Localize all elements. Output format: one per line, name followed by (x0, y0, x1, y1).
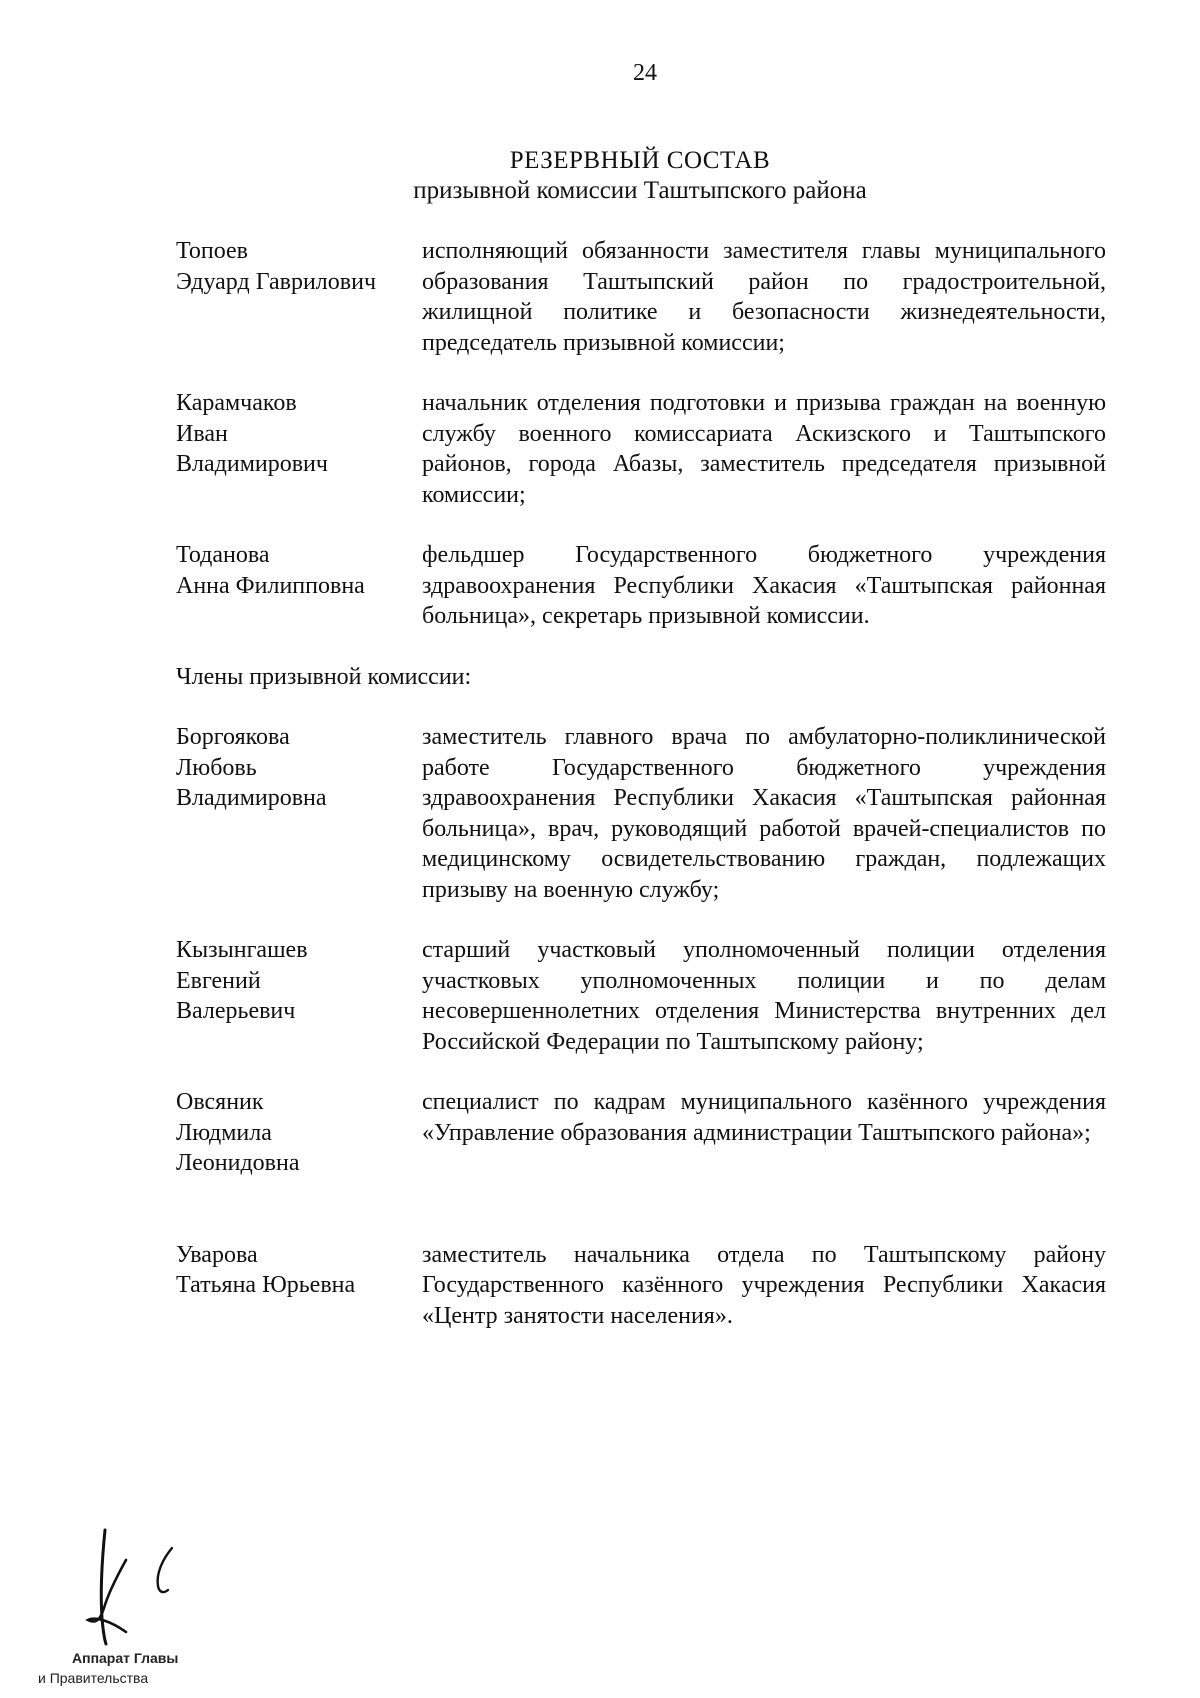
roster-entry-member (176, 935, 1106, 1057)
title-main: РЕЗЕРВНЫЙ СОСТАВ (509, 147, 771, 174)
stamp-line-1: Аппарат Главы (72, 1650, 179, 1666)
handwritten-signature (30, 1520, 210, 1650)
members-heading: Члены призывной комиссии: (176, 663, 472, 690)
surname: Боргоякова (176, 724, 290, 750)
position-description: начальник отделения подготовки и призыва граждан на военную службу военного комиссариата Аскизского и Таштыпского районов, города Абазы, заместитель председателя призывной комиссии; (422, 390, 1106, 508)
position-description: специалист по кадрам муниципального казённого учреждения «Управление образования администрации Таштыпского района»; (422, 1089, 1106, 1146)
position-description: исполняющий обязанности заместителя главы муниципального образования Таштыпский район по градостроительной, жилищной политике и безопасности жизнедеятельности, председатель призывной комиссии; (422, 238, 1106, 356)
page-number: 24 (633, 60, 657, 86)
roster-entry-member (176, 1240, 1106, 1332)
given-names: Татьяна Юрьевна (176, 1272, 356, 1298)
roster-entry-deputy (176, 388, 1106, 510)
person-name (176, 388, 422, 510)
patronymic: Владимировна (176, 785, 327, 811)
person-name (176, 1240, 422, 1332)
position-description: фельдшер Государственного бюджетного учреждения здравоохранения Республики Хакасия «Таштыпская районная больница», секретарь призывной комиссии. (422, 542, 1106, 629)
surname: Карамчаков (176, 390, 297, 416)
given-name: Любовь (176, 754, 257, 781)
person-name (176, 1087, 422, 1179)
patronymic: Леонидовна (176, 1150, 300, 1176)
document-title (0, 146, 1200, 206)
roster (176, 236, 1106, 1331)
position-description: заместитель главного врача по амбулаторно-поликлинической работе Государственного бюджетного учреждения здравоохранения Республики Хакасия «Таштыпская районная больница», врач, руководящий работой врачей-специалистов по медицинскому освидетельствованию граждан, подлежащих призыву на военную службу; (422, 724, 1106, 903)
stamp-line-2: и Правительства (38, 1670, 149, 1686)
roster-entry-secretary (176, 540, 1106, 632)
position-description: заместитель начальника отдела по Таштыпскому району Государственного казённого учреждения Республики Хакасия «Центр занятости населения». (422, 1241, 1106, 1329)
surname: Овсяник (176, 1089, 264, 1115)
surname: Уварова (176, 1241, 258, 1268)
patronymic: Валерьевич (176, 998, 296, 1024)
signature-stamp (30, 1520, 210, 1698)
position-description: старший участковый уполномоченный полиции отделения участковых уполномоченных полиции и по делам несовершеннолетних отделения Министерства внутренних дел Российской Федерации по Таштыпскому району; (422, 937, 1106, 1055)
person-name (176, 935, 422, 1057)
given-name: Евгений (176, 967, 261, 994)
person-name (176, 540, 422, 632)
given-name: Людмила (176, 1119, 272, 1146)
surname: Топоев (176, 238, 248, 264)
roster-entry-member (176, 722, 1106, 905)
surname: Тоданова (176, 542, 270, 568)
patronymic: Владимирович (176, 451, 328, 477)
surname: Кызынгашев (176, 937, 308, 963)
person-name (176, 236, 422, 358)
roster-entry-chairman (176, 236, 1106, 358)
given-name: Иван (176, 420, 228, 447)
given-names: Анна Филипповна (176, 572, 365, 599)
roster-entry-member (176, 1087, 1106, 1179)
person-name (176, 722, 422, 905)
given-names: Эдуард Гаврилович (176, 268, 377, 295)
title-subtitle: призывной комиссии Таштыпского района (413, 177, 867, 204)
